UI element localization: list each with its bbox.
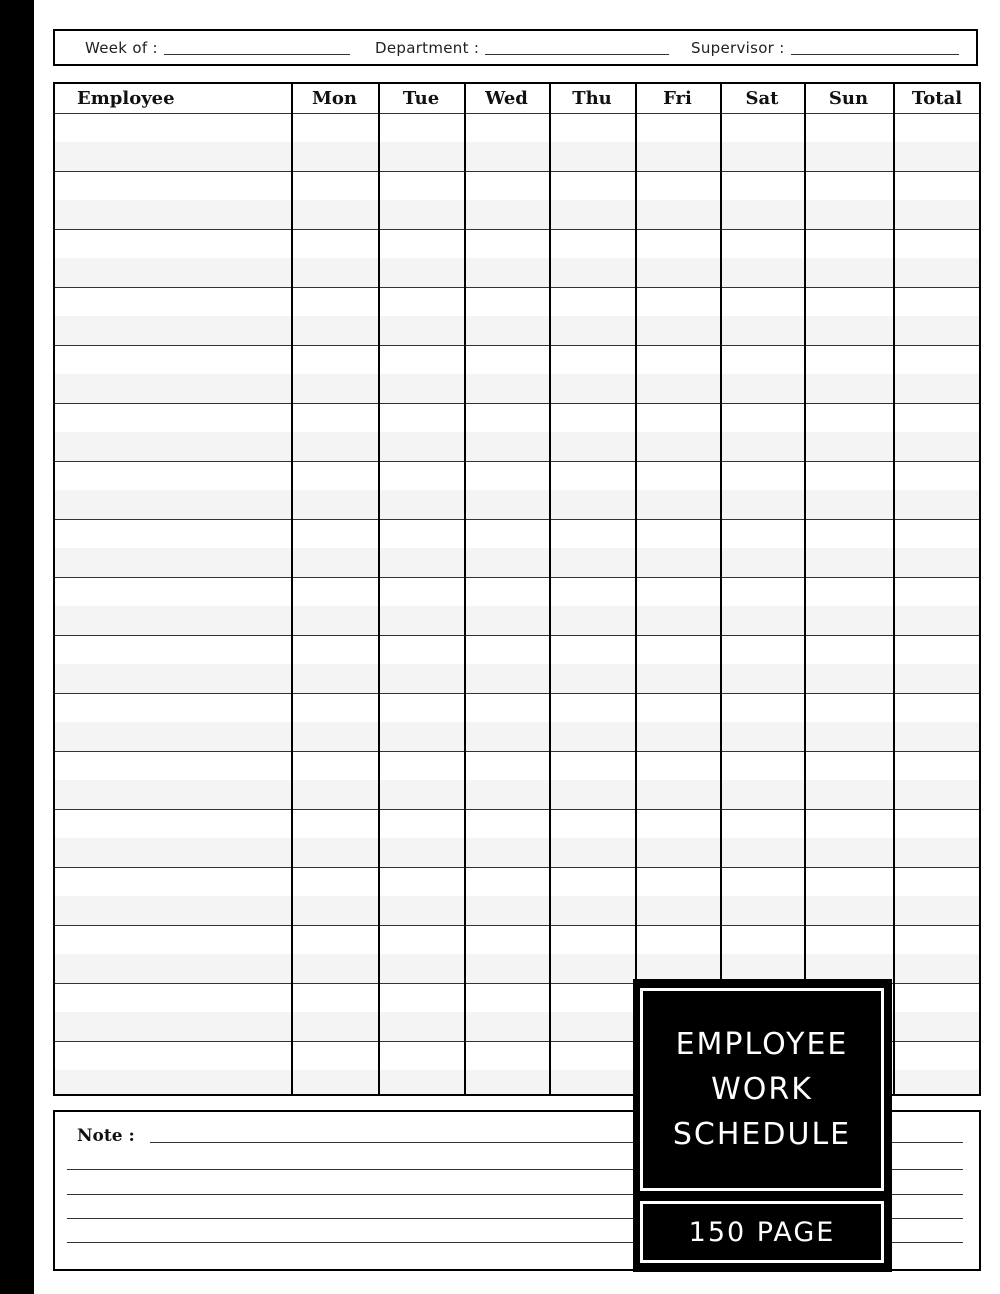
table-row[interactable]: [55, 490, 979, 519]
row-divider: [55, 229, 979, 230]
supervisor-blank[interactable]: [791, 54, 959, 55]
note-label: Note :: [77, 1126, 135, 1146]
table-row[interactable]: [55, 838, 979, 867]
row-divider: [55, 867, 979, 868]
column-divider: [464, 84, 466, 1094]
column-divider: [635, 84, 637, 1094]
table-row[interactable]: [55, 142, 979, 171]
row-divider: [55, 519, 979, 520]
table-row[interactable]: [55, 664, 979, 693]
header-fields: [53, 29, 978, 66]
col-header-tue: Tue: [402, 88, 440, 109]
schedule-table: [53, 82, 981, 1096]
table-row[interactable]: [55, 722, 979, 751]
table-row[interactable]: [55, 432, 979, 461]
col-header-sun: Sun: [828, 88, 869, 109]
department-blank[interactable]: [485, 54, 669, 55]
row-divider: [55, 751, 979, 752]
table-row[interactable]: [55, 548, 979, 577]
department-label: Department :: [375, 38, 480, 57]
row-divider: [55, 461, 979, 462]
row-divider: [55, 113, 979, 114]
column-divider: [893, 84, 895, 1094]
cover-title-badge: [633, 979, 892, 1272]
col-header-wed: Wed: [485, 88, 528, 109]
row-divider: [55, 809, 979, 810]
row-divider: [55, 403, 979, 404]
column-divider: [720, 84, 722, 1094]
row-divider: [55, 635, 979, 636]
table-row[interactable]: [55, 896, 979, 925]
supervisor-label: Supervisor :: [691, 38, 785, 57]
col-header-sat: Sat: [745, 88, 779, 109]
book-spine: [0, 0, 34, 1294]
page-count-panel: [640, 1201, 884, 1263]
col-header-total: Total: [911, 88, 963, 109]
title-line-work: WORK: [711, 1072, 813, 1107]
week-of-blank[interactable]: [164, 54, 350, 55]
department-field[interactable]: [375, 31, 669, 64]
page-count-label: 150 PAGE: [688, 1216, 836, 1248]
col-header-fri: Fri: [663, 88, 692, 109]
table-row[interactable]: [55, 316, 979, 345]
supervisor-field[interactable]: [691, 31, 959, 64]
row-divider: [55, 925, 979, 926]
row-divider: [55, 287, 979, 288]
column-divider: [291, 84, 293, 1094]
table-row[interactable]: [55, 200, 979, 229]
title-panel: [640, 988, 884, 1191]
column-divider: [549, 84, 551, 1094]
row-divider: [55, 345, 979, 346]
title-line-employee: EMPLOYEE: [675, 1027, 849, 1062]
week-of-field[interactable]: [85, 31, 350, 64]
col-header-employee: Employee: [77, 88, 175, 109]
table-row[interactable]: [55, 374, 979, 403]
col-header-thu: Thu: [572, 88, 612, 109]
table-row[interactable]: [55, 780, 979, 809]
row-divider: [55, 577, 979, 578]
table-row[interactable]: [55, 606, 979, 635]
title-line-schedule: SCHEDULE: [672, 1117, 852, 1152]
column-divider: [378, 84, 380, 1094]
table-row[interactable]: [55, 258, 979, 287]
col-header-mon: Mon: [311, 88, 358, 109]
row-divider: [55, 693, 979, 694]
week-of-label: Week of :: [85, 38, 158, 57]
column-divider: [804, 84, 806, 1094]
row-divider: [55, 171, 979, 172]
